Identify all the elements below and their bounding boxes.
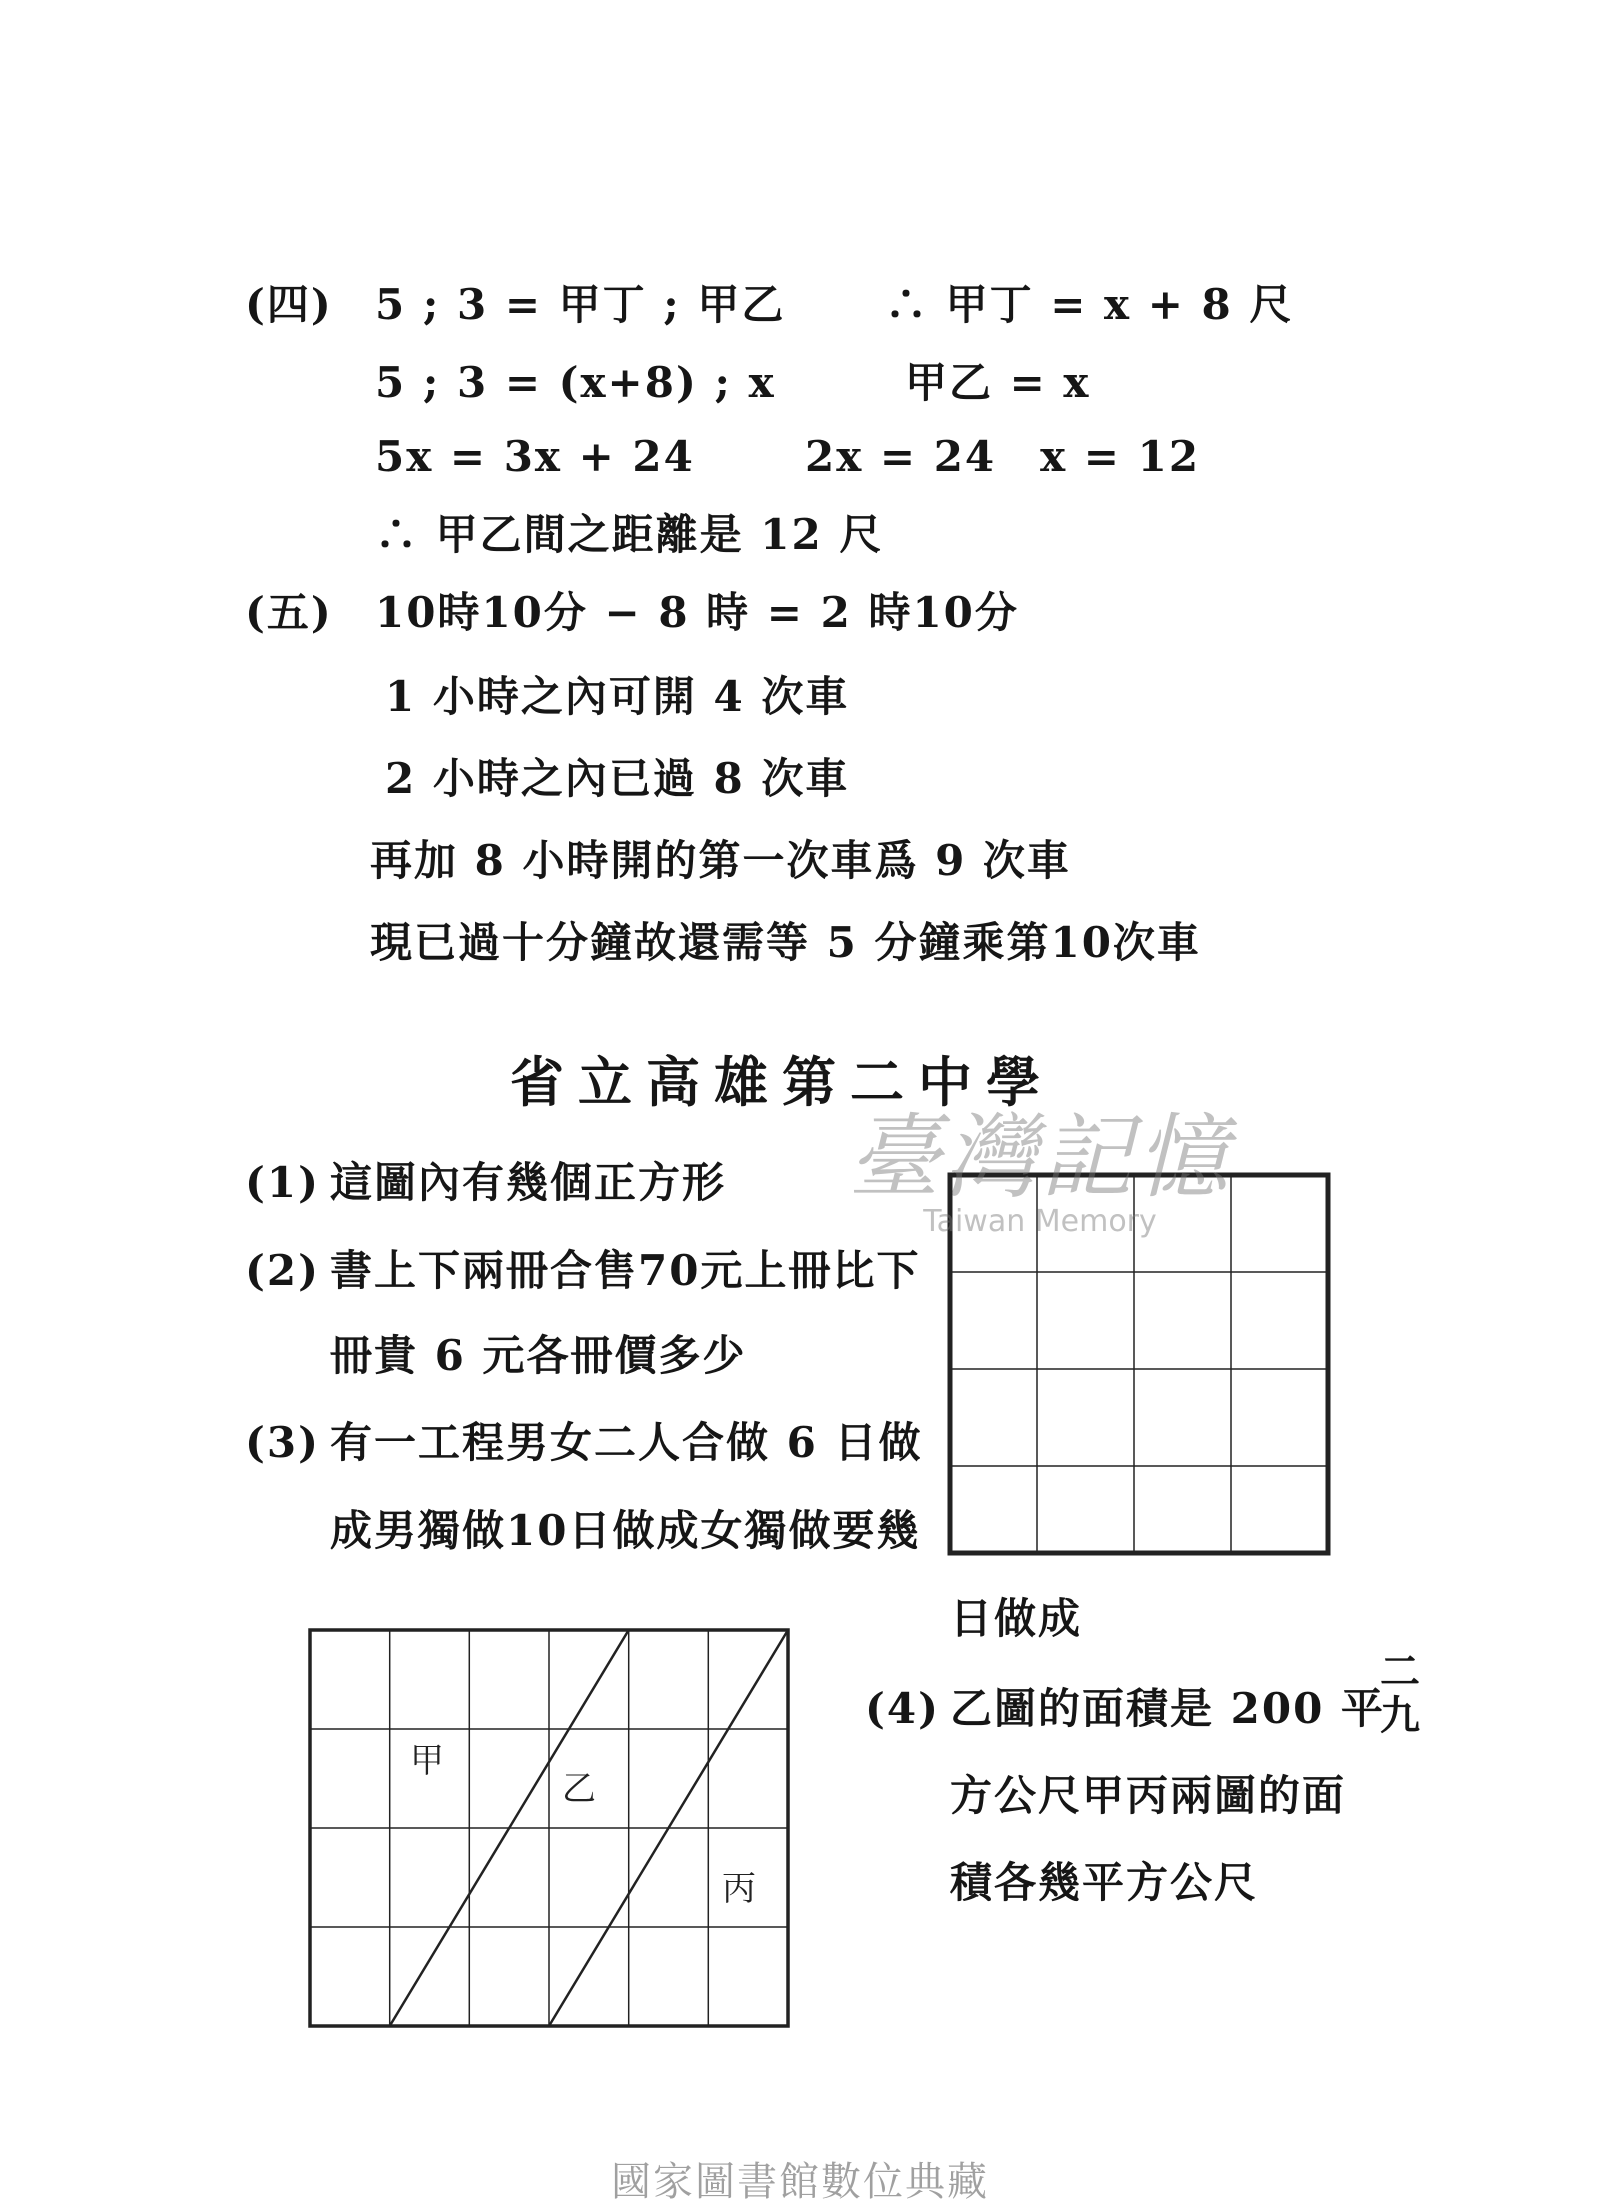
section-5-label: (五) [245, 588, 333, 637]
question-4-line: 乙圖的面積是 200 平 [950, 1684, 1385, 1733]
section-5-line: 現已過十分鐘故還需等 5 分鐘乘第10次車 [370, 918, 1201, 967]
footer-credit: 國家圖書館數位典藏 [611, 2159, 989, 2205]
question-3-line: 日做成 [950, 1594, 1083, 1643]
question-3-line: 有一工程男女二人合做 6 日做 [330, 1418, 923, 1467]
question-1-number: (1) [245, 1158, 320, 1207]
section-4-line: 甲乙 = x [905, 358, 1091, 407]
section-5-line: 再加 8 小時開的第一次車爲 9 次車 [370, 836, 1071, 885]
section-4-line: 5 ; 3 = (x+8) ; x [375, 358, 776, 407]
section-4-label: (四) [245, 280, 333, 329]
region-label-yi: 乙 [562, 1769, 596, 1809]
parallelogram-figure [300, 1620, 800, 2040]
question-4-line: 積各幾平方公尺 [950, 1858, 1259, 1907]
section-5-line: 10時10分 − 8 時 = 2 時10分 [375, 588, 1019, 637]
section-5-line: 1 小時之內可開 4 次車 [385, 672, 850, 721]
section-4-conclusion: ∴ 甲乙間之距離是 12 尺 [375, 510, 884, 559]
region-label-bing: 丙 [722, 1869, 756, 1909]
watermark [800, 1104, 1280, 1240]
question-3-number: (3) [245, 1418, 320, 1467]
page-number: 二九 [1380, 1648, 1420, 1739]
section-4-line: 5 ; 3 = 甲丁 ; 甲乙 [375, 280, 786, 329]
question-2-line: 冊貴 6 元各冊價多少 [330, 1331, 747, 1380]
question-3-line: 成男獨做10日做成女獨做要幾 [330, 1506, 921, 1555]
region-label-jia: 甲 [410, 1741, 444, 1781]
school-title: 省立高雄第二中學 [510, 1050, 1054, 1114]
section-4-line: ∴ 甲丁 = x + 8 尺 [885, 280, 1294, 329]
question-4-number: (4) [865, 1684, 940, 1733]
watermark-english: Taiwan Memory [923, 1204, 1157, 1239]
question-4-line: 方公尺甲丙兩圖的面 [950, 1771, 1347, 1820]
question-1-text: 這圖內有幾個正方形 [330, 1158, 727, 1207]
question-2-number: (2) [245, 1246, 320, 1295]
watermark-chinese: 臺灣記憶 [847, 1104, 1232, 1211]
section-5-line: 2 小時之內已過 8 次車 [385, 754, 850, 803]
section-4-line: 2x = 24 x = 12 [805, 432, 1201, 481]
question-2-line: 書上下兩冊合售70元上冊比下 [330, 1246, 921, 1295]
section-4-line: 5x = 3x + 24 [375, 432, 695, 481]
